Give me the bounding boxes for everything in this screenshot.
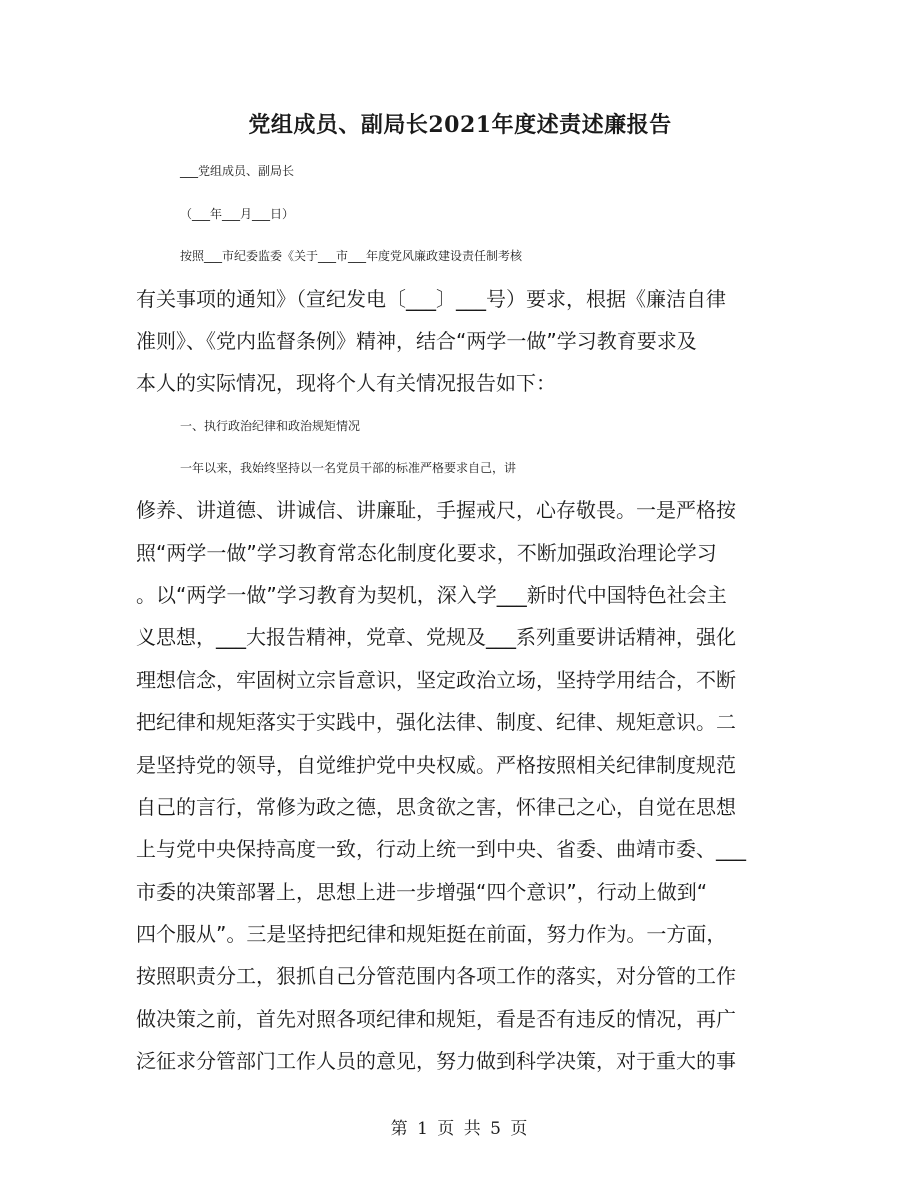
body-line: 一年以来，我始终坚持以一名党员干部的标准严格要求自己，讲 (180, 461, 517, 475)
page-number-footer: 第 1 页 共 5 页 (390, 1119, 530, 1139)
body-line: 修养、讲道德、讲诚信、讲廉耻，手握戒尺，心存敬畏。一是严格按 (136, 498, 736, 522)
body-line: 有关事项的通知》（宣纪发电〔___〕___号）要求，根据《廉洁自律 (136, 287, 726, 311)
body-line: 义思想，___大报告精神，党章、党规及___系列重要讲话精神，强化 (136, 625, 736, 649)
document-title: 党组成员、副局长2021年度述责述廉报告 (248, 112, 672, 138)
body-line: 。以“两学一做”学习教育为契机，深入学___新时代中国特色社会主 (136, 583, 727, 607)
date-line: （___年___月___日） (180, 207, 295, 221)
body-line: 本人的实际情况，现将个人有关情况报告如下： (136, 371, 556, 395)
body-line: 做决策之前，首先对照各项纪律和规矩，看是否有违反的情况，再广 (136, 1007, 736, 1031)
body-line: 照“两学一做”学习教育常态化制度化要求，不断加强政治理论学习 (136, 541, 717, 565)
body-line: 准则》、《党内监督条例》精神，结合“两学一做”学习教育要求及 (136, 329, 697, 353)
body-line: 泛征求分管部门工作人员的意见，努力做到科学决策，对于重大的事 (136, 1049, 736, 1073)
body-line: 市委的决策部署上，思想上进一步增强“四个意识”，行动上做到“ (136, 880, 708, 904)
body-line: 自己的言行，常修为政之德，思贪欲之害，怀律己之心，自觉在思想 (136, 795, 736, 819)
body-line: 上与党中央保持高度一致，行动上统一到中央、省委、曲靖市委、___ (136, 837, 746, 861)
body-line: 四个服从”。三是坚持把纪律和规矩挺在前面，努力作为。一方面， (136, 922, 727, 946)
body-line: 按照职责分工，狠抓自己分管范围内各项工作的落实，对分管的工作 (136, 964, 736, 988)
body-line: 理想信念，牢固树立宗旨意识，坚定政治立场，坚持学用结合，不断 (136, 668, 736, 692)
author-line: ___党组成员、副局长 (180, 164, 295, 178)
body-line: 按照___市纪委监委《关于___市___年度党风廉政建设责任制考核 (180, 249, 523, 263)
section-heading: 一、执行政治纪律和政治规矩情况 (180, 419, 361, 433)
body-line: 是坚持党的领导，自觉维护党中央权威。严格按照相关纪律制度规范 (136, 753, 736, 777)
body-line: 把纪律和规矩落实于实践中，强化法律、制度、纪律、规矩意识。二 (136, 710, 736, 734)
